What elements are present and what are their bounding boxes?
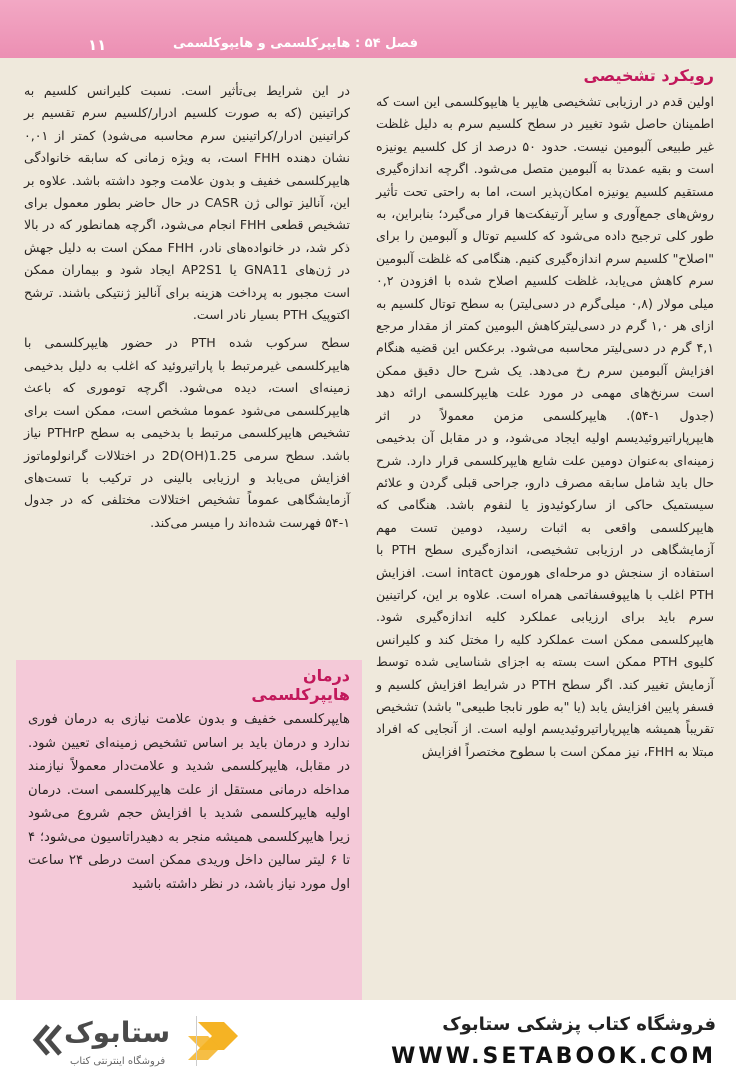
store-footer [0, 1000, 736, 1080]
page-number: ۱۱ [88, 36, 107, 54]
diagnostic-approach-heading: رویکرد تشخیصی [583, 66, 714, 85]
store-title: فروشگاه کتاب پزشکی ستابوک [442, 1014, 716, 1035]
logo-subtitle: فروشگاه اینترنتی کتاب [70, 1056, 166, 1067]
diagnostic-approach-paragraph: اولین قدم در ارزیابی تشخیصی هایپر یا هایپوکلسمی این است که اطمینان حاصل شود تغییر در سطح کلسیم سرم به دلیل غلظت غیر طبیعی آلبومین نیست. حدود ۵۰ درصد از کل کلسیم یونیزه است و بقیه عمدتا به آلبومین متصل می‌شود. اگرچه اندازه‌گیری مستقیم کلسیم یونیزه امکان‌پذیر است، اما به راحتی تحت تأثیر روش‌های جمع‌آوری و سایر آرتیفکت‌ها قرار می‌گیرد؛ بنابراین، به طور کلی ترجیح داده می‌شود که کلسیم توتال و آلبومین را برای "اصلاح" کلسیم سرم اندازه‌گیری کنیم. هنگامی که غلظت آلبومین سرم کاهش می‌یابد، غلظت کلسیم اصلاح شده با افزودن ۰,۲ میلی مولار (۰,۸ میلی‌گرم در دسی‌لیتر) به سطح توتال کلسیم به ازای هر ۱,۰ گرم در دسی‌لیترکاهش البومین کمتر از مقدار مرجع ۴,۱ گرم در دسی‌لیتر محاسبه می‌شود. برعکس این قضیه هنگام افزایش آلبومین سرم رخ می‌دهد. یک شرح حال دقیق ممکن است سرنخ‌های مهمی در مورد علت هایپرکلسمی ارائه دهد (جدول ۱-۵۴). هایپرکلسمی مزمن معمولاً در اثر هایپرپاراتیروئیدیسم اولیه ایجاد می‌شود، و در مقابل آن بدخیمی زمینه‌ای به‌عنوان دومین علت شایع هایپرکلسمی قرار دارد. شرح حال باید شامل سابقه مصرف دارو، جراحی قبلی گردن و علائم سیستمیک حاکی از سارکوئیدوز یا لنفوم باشد. هنگامی که هایپرکلسمی واقعی به اثبات رسید، دومین تست مهم آزمایشگاهی در ارزیابی تشخیصی، اندازه‌گیری سطح PTH با استفاده از سنجش دو مرحله‌ای هورمون intact است. افزایش PTH اغلب با هایپوفسفاتمی همراه است. علاوه بر این، کراتینین سرم باید برای ارزیابی عملکرد کلیه اندازه‌گیری شود. هایپرکلسمی ممکن است عملکرد کلیه را مختل کند و کلیرانس کلیوی PTH ممکن است بسته به اجزای شناسایی شده توسط آزمایش تغییر کند. اگر سطح PTH در شرایط افزایش کلسیم و فسفر پایین افزایش یابد (یا "به طور نابجا طبیعی" باشد) تشخیص تقریباً همیشه هایپرپاراتیروئیدیسم اولیه است. از آنجایی که افراد مبتلا به FHH، نیز ممکن است با سطوح مختصراً افزایش [376, 94, 714, 759]
left-column [24, 80, 350, 540]
treatment-paragraph: هایپرکلسمی خفیف و بدون علامت نیازی به درمان فوری ندارد و درمان باید بر اساس تشخیص زمینه‌ای تعیین شود. در مقابل، هایپرکلسمی شدید و علامت‌دار معمولاً نیازمند مداخله درمانی مستقل از علت هایپرکلسمی است. درمان اولیه هایپرکلسمی شدید با افزایش حجم شروع می‌شود زیرا هایپرکلسمی همیشه منجر به دهیدراتاسیون می‌شود؛ ۴ تا ۶ لیتر سالین داخل وریدی ممکن است درطی ۲۴ ساعت اول مورد نیاز باشد، در نظر داشته باشید [28, 712, 351, 892]
hypercalcemia-subheading: هایپرکلسمی [251, 685, 350, 704]
logo-wordmark: ستابوک [64, 1016, 171, 1049]
pth-suppressed-paragraph: سطح سرکوب شده PTH در حضور هایپرکلسمی با هایپرکلسمی غیرمرتبط با پاراتیروئید که اغلب به دلیل بدخیمی زمینه‌ای است، دیده می‌شود. اگرچه توموری که باعث هایپرکلسمی می‌شود عموما مشخص است، ممکن است برای تشخیص هایپرکلسمی مرتبط با بدخیمی به سطح PTHrP نیاز باشد. سطح سرمی 1.25(OH)2D در اختلالات گرانولوماتوز افزایش می‌یابد و ارزیابی بالینی در ترکیب با تست‌های آزمایشگاهی عموماً تشخیص اختلالات مختلفی که در جدول ۱-۵۴ فهرست شده‌اند را میسر می‌کند. [24, 335, 350, 530]
footer-divider [196, 1016, 197, 1066]
chapter-title: فصل ۵۴ : هایپرکلسمی و هایپوکلسمی [172, 36, 418, 51]
right-column [376, 66, 714, 769]
treatment-heading: درمان [303, 666, 350, 685]
treatment-section [16, 660, 362, 1000]
store-url-link[interactable]: WWW.SETABOOK.COM [391, 1044, 716, 1069]
page-header [0, 0, 736, 58]
fhh-paragraph: در این شرایط بی‌تأثیر است. نسبت کلیرانس کلسیم به کراتینین (که به صورت کلسیم ادرار/کلسیم سرم تقسیم بر کراتینین ادرار/کراتینین سرم محاسبه می‌شود) کمتر از ۰,۰۱ نشان دهنده FHH است، به ویژه زمانی که سابقه خانوادگی هایپرکلسمی خفیف و بدون علامت وجود داشته باشد. علاوه بر این، آنالیز توالی ژن CASR در حال حاضر بطور معمول برای تشخیص قطعی FHH انجام می‌شود، اگرچه همانطور که در بالا ذکر شد، در خانواده‌های نادر، FHH ممکن است به دلیل جهش در ژن‌های GNA11 یا AP2S1 ایجاد شود و بیماران ممکن است مجبور به پرداخت هزینه برای آنالیز ژنتیکی باشند. ترشح اکتوپیک PTH بسیار نادر است. [24, 83, 351, 323]
